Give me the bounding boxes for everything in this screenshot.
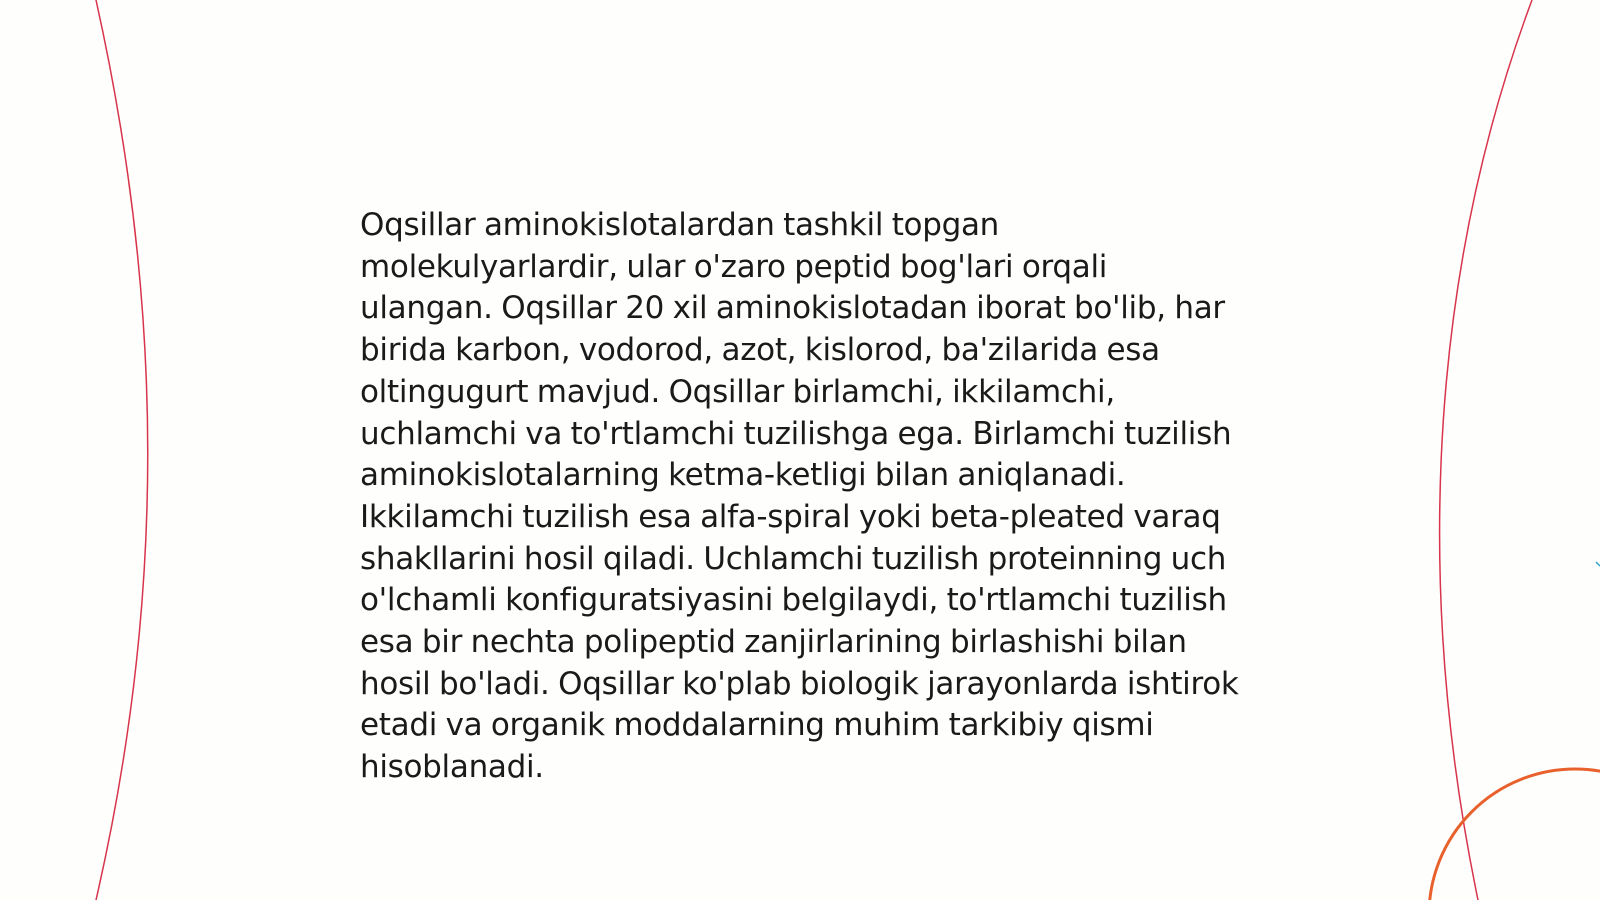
left-arc-line bbox=[96, 0, 148, 900]
blue-edge-mark bbox=[1596, 562, 1600, 566]
right-arc-line bbox=[1440, 0, 1532, 900]
body-paragraph: Oqsillar aminokislotalardan tashkil topgan molekulyarlardir, ular o'zaro peptid bog'lari orqali ulangan. Oqsillar 20 xil aminokislotadan iborat bo'lib, har birida karbon, vodorod, azot, kislorod, ba'zilarida esa oltingugurt mavjud. Oqsillar birlamchi, ikkilamchi, uchlamchi va to'rtlamchi tuzilishga ega. Birlamchi tuzilish aminokislotalarning ketma-ketligi bilan aniqlanadi. Ikkilamchi tuzilish esa alfa-spiral yoki beta-pleated varaq shakllarini hosil qiladi. Uchlamchi tuzilish proteinning uch o'lchamli konfiguratsiyasini belgilaydi, to'rtlamchi tuzilish esa bir nechta polipeptid zanjirlarining birlashishi bilan hosil bo'ladi. Oqsillar ko'plab biologik jarayonlarda ishtirok etadi va organik moddalarning muhim tarkibiy qismi hisoblanadi. bbox=[360, 207, 1239, 786]
orange-circle-outline bbox=[1429, 769, 1600, 900]
